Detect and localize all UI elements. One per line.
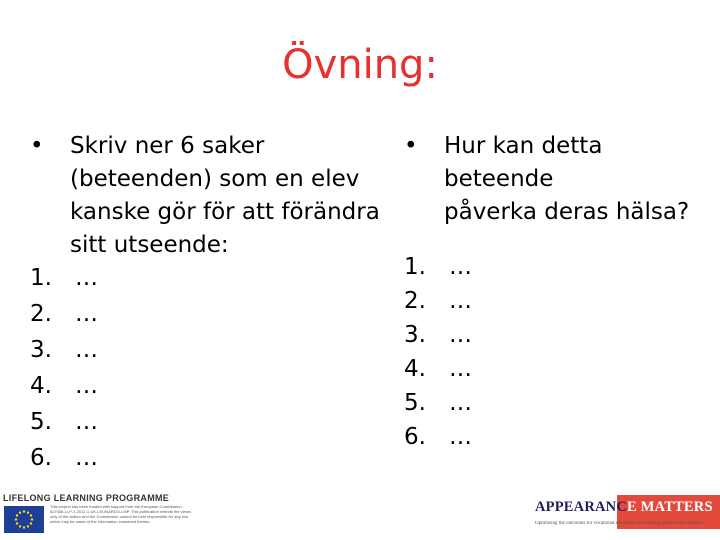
eu-disclaimer-text: This project has been funded with support from the European Commission. 527408-LLP-1-2012-1-UK-LEONARDO-LMP. This publication reflects the views only of the author and the Commission cannot be held responsible for any use which may be made of the information contained therein. — [50, 504, 191, 524]
list-number: 6. — [30, 445, 52, 471]
list-number: 1. — [404, 254, 426, 280]
right-numbered-list — [404, 251, 714, 455]
left-numbered-list — [30, 262, 390, 478]
left-prompt-line: (beteenden) som en elev — [70, 166, 360, 192]
list-item — [30, 298, 390, 334]
eu-flag-icon — [4, 506, 44, 533]
list-item — [30, 262, 390, 298]
list-item — [30, 334, 390, 370]
list-text: … — [75, 337, 98, 363]
list-text: … — [449, 288, 472, 314]
list-number: 6. — [404, 424, 426, 450]
eu-lifelong-learning-logo — [0, 493, 200, 540]
list-number: 5. — [30, 409, 52, 435]
appearance-matters-logo — [535, 495, 720, 540]
eu-flag-icon — [4, 506, 44, 533]
list-text: … — [449, 356, 472, 382]
list-item — [404, 353, 714, 387]
left-prompt-line: kanske gör för att förändra — [70, 199, 380, 225]
list-number: 5. — [404, 390, 426, 416]
list-item — [404, 285, 714, 319]
left-prompt-line: Skriv ner 6 saker — [70, 133, 265, 159]
list-number: 1. — [30, 265, 52, 291]
list-text: … — [449, 254, 472, 280]
list-item — [30, 406, 390, 442]
brand-tagline: Optimising the outcomes for vocational education and training professional learners — [535, 521, 704, 526]
list-text: … — [75, 265, 98, 291]
list-number: 3. — [404, 322, 426, 348]
bullet-icon: • — [404, 133, 418, 159]
right-prompt — [404, 130, 714, 229]
list-number: 3. — [30, 337, 52, 363]
list-text: … — [75, 373, 98, 399]
list-item — [404, 319, 714, 353]
list-item — [404, 251, 714, 285]
list-number: 4. — [404, 356, 426, 382]
bullet-icon: • — [30, 133, 44, 159]
list-item — [30, 442, 390, 478]
eu-programme-title: LIFELONG LEARNING PROGRAMME — [3, 493, 170, 503]
brand-name-part1: APPEARANC — [535, 499, 628, 515]
left-column — [30, 130, 390, 478]
list-text: … — [75, 409, 98, 435]
left-prompt — [30, 130, 390, 262]
list-text: … — [75, 301, 98, 327]
list-item — [30, 370, 390, 406]
brand-name-part2: E MATTERS — [627, 499, 713, 515]
right-column — [404, 130, 714, 455]
list-item — [404, 387, 714, 421]
list-number: 4. — [30, 373, 52, 399]
list-text: … — [449, 322, 472, 348]
list-text: … — [75, 445, 98, 471]
right-prompt-line: påverka deras hälsa? — [444, 199, 690, 225]
list-number: 2. — [404, 288, 426, 314]
list-text: … — [449, 390, 472, 416]
list-number: 2. — [30, 301, 52, 327]
slide-title: Övning: — [282, 42, 438, 88]
list-text: … — [449, 424, 472, 450]
right-prompt-line: Hur kan detta beteende — [444, 133, 603, 192]
brand-name — [535, 499, 713, 516]
list-item — [404, 421, 714, 455]
left-prompt-line: sitt utseende: — [70, 232, 229, 258]
